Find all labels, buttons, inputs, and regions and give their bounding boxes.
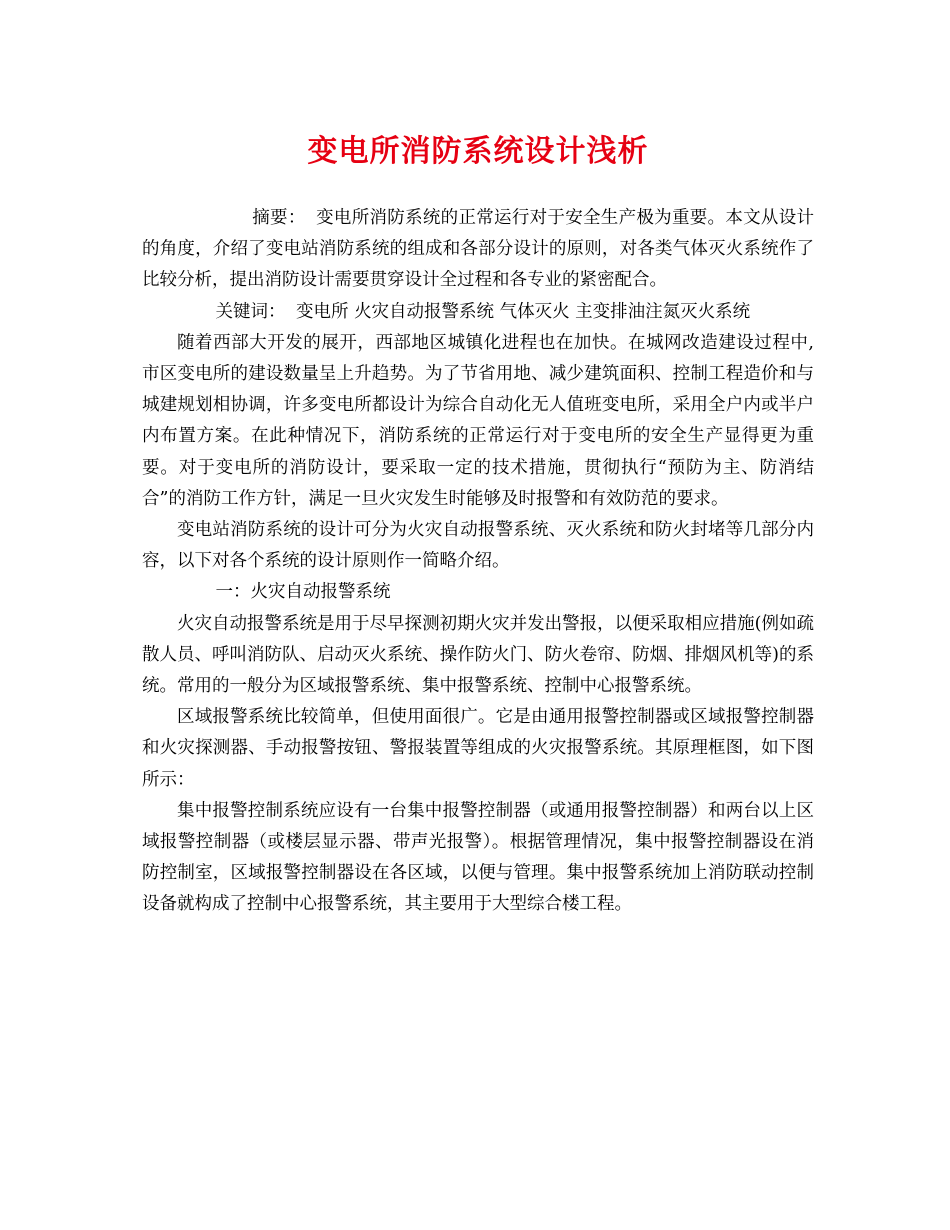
document-body: [142, 203, 814, 921]
keywords-paragraph: [142, 297, 814, 328]
body-paragraph-intro: 随着西部大开发的展开，西部地区城镇化进程也在加快。在城网改造建设过程中, 市区变电所的建设数量呈上升趋势。为了节省用地、减少建筑面积、控制工程造价和与城建规划相协调，许多变电所都设计为综合自动化无人值班变电所，采用全户内或半户内布置方案。在此种情况下，消防系统的正常运行对于变电所的安全生产显得更为重要。对于变电所的消防设计，要采取一定的技术措施，贯彻执行“预防为主、防消结合”的消防工作方针，满足一旦火灾发生时能够及时报警和有效防范的要求。: [142, 332, 814, 509]
keywords-label: 关键词：: [215, 301, 286, 322]
keywords-text: 变电所 火灾自动报警系统 气体灭火 主变排油注氮灭火系统: [296, 301, 751, 322]
abstract-text: 变电所消防系统的正常运行对于安全生产极为重要。本文从设计的角度，介绍了变电站消防系统的组成和各部分设计的原则，对各类气体灭火系统作了比较分析，提出消防设计需要贯穿设计全过程和各专业的紧密配合。: [142, 208, 814, 291]
abstract-paragraph: [142, 203, 814, 297]
section-heading: 一：火灾自动报警系统: [215, 582, 391, 603]
section-paragraph-1: 火灾自动报警系统是用于尽早探测初期火灾并发出警报，以便采取相应措施(例如疏散人员、呼叫消防队、启动灭火系统、操作防火门、防火卷帘、防烟、排烟风机等)的系统。常用的一般分为区域报警系统、集中报警系统、控制中心报警系统。: [142, 613, 814, 697]
section-paragraph-2: 区域报警系统比较简单，但使用面很广。它是由通用报警控制器或区域报警控制器和火灾探测器、手动报警按钮、警报装置等组成的火灾报警系统。其原理框图，如下图所示：: [142, 707, 814, 790]
abstract-label: 摘要：: [252, 208, 306, 228]
body-paragraph-overview: 变电站消防系统的设计可分为火灾自动报警系统、灭火系统和防火封堵等几部分内容，以下对各个系统的设计原则作一简略介绍。: [142, 520, 814, 572]
section-paragraph-3: 集中报警控制系统应设有一台集中报警控制器（或通用报警控制器）和两台以上区域报警控制器（或楼层显示器、带声光报警）。根据管理情况，集中报警控制器设在消防控制室，区域报警控制器设在各区域，以便与管理。集中报警系统加上消防联动控制设备就构成了控制中心报警系统，其主要用于大型综合楼工程。: [142, 800, 814, 915]
document-title: 变电所消防系统设计浅析: [307, 134, 649, 169]
